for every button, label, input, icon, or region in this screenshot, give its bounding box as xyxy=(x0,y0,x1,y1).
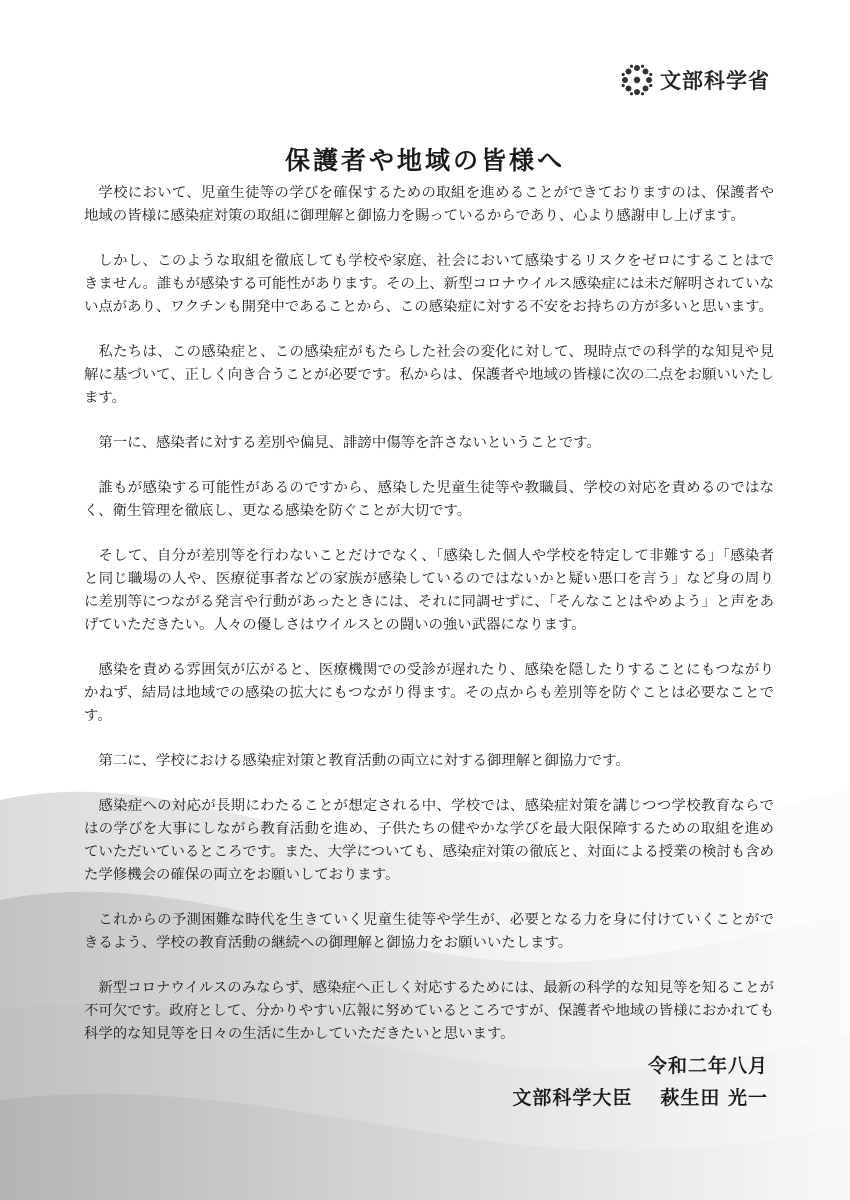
signature-date: 令和二年八月 xyxy=(647,1055,768,1077)
paragraph-8: 第二に、学校における感染症対策と教育活動の両立に対する御理解と御協力です。 xyxy=(98,753,630,769)
ministry-emblem-icon xyxy=(620,63,654,97)
paragraph-1: 学校において、児童生徒等の学びを確保するための取組を進めることができておりますのは、保護者や地域の皆様に感染症対策の取組に御理解と御協力を賜っているからであり、心より感謝申し上げます。 xyxy=(84,185,774,224)
paragraph-10: これからの予測困難な時代を生きていく児童生徒等や学生が、必要となる力を身に付けていくことができるよう、学校の教育活動の継続への御理解と御協力をお願いいたします。 xyxy=(84,912,774,951)
paragraph-3: 私たちは、この感染症と、この感染症がもたらした社会の変化に対して、現時点での科学的な知見や見解に基づいて、正しく向き合うことが必要です。私からは、保護者や地域の皆様に次の二点をお願いいたします。 xyxy=(84,344,774,406)
ministry-logo xyxy=(620,60,790,100)
paragraph-6: そして、自分が差別等を行わないことだけでなく、「感染した個人や学校を特定して非難する」「感染者と同じ職場の人や、医療従事者などの家族が感染しているのではないかと疑い悪口を言う」など身の周りに差別等につながる発言や行動があったときには、それに同調せずに、「そんなことはやめよう」と声をあげていただきたい。人々の優しさはウイルスとの闘いの強い武器になります。 xyxy=(84,548,774,633)
paragraph-9: 感染症への対応が長期にわたることが想定される中、学校では、感染症対策を講じつつ学校教育ならではの学びを大事にしながら教育活動を進め、子供たちの健やかな学びを最大限保障するための取組を進めていただいているところです。また、大学についても、感染症対策の徹底と、対面による授業の検討も含めた学修機会の確保の両立をお願いしております。 xyxy=(84,798,774,883)
document-title: 保護者や地域の皆様へ xyxy=(284,145,565,175)
signature-block xyxy=(512,1050,768,1114)
signature-name: 萩生田 光一 xyxy=(660,1087,768,1109)
letter-body xyxy=(84,182,774,1068)
paragraph-11: 新型コロナウイルスのみならず、感染症へ正しく対応するためには、最新の科学的な知見等を知ることが不可欠です。政府として、分かりやすい広報に努めているところですが、保護者や地域の皆様におかれても科学的な知見等を日々の生活に生かしていただきたいと思います。 xyxy=(84,980,774,1042)
ministry-name: 文部科学省 xyxy=(660,69,770,93)
signature-position: 文部科学大臣 xyxy=(512,1087,633,1109)
signature-author xyxy=(512,1082,768,1114)
paragraph-2: しかし、このような取組を徹底しても学校や家庭、社会において感染するリスクをゼロにすることはできません。誰もが感染する可能性があります。その上、新型コロナウイルス感染症には未だ解明されていない点があり、ワクチンも開発中であることから、この感染症に対する不安をお持ちの方が多いと思います。 xyxy=(84,253,774,315)
paragraph-5: 誰もが感染する可能性があるのですから、感染した児童生徒等や教職員、学校の対応を責めるのではなく、衛生管理を徹底し、更なる感染を防ぐことが大切です。 xyxy=(84,480,774,519)
paragraph-4: 第一に、感染者に対する差別や偏見、誹謗中傷等を許さないということです。 xyxy=(98,435,601,451)
paragraph-7: 感染を責める雰囲気が広がると、医療機関での受診が遅れたり、感染を隠したりすることにもつながりかねず、結局は地域での感染の拡大にもつながり得ます。その点からも差別等を防ぐことは必要なことです。 xyxy=(84,662,774,724)
